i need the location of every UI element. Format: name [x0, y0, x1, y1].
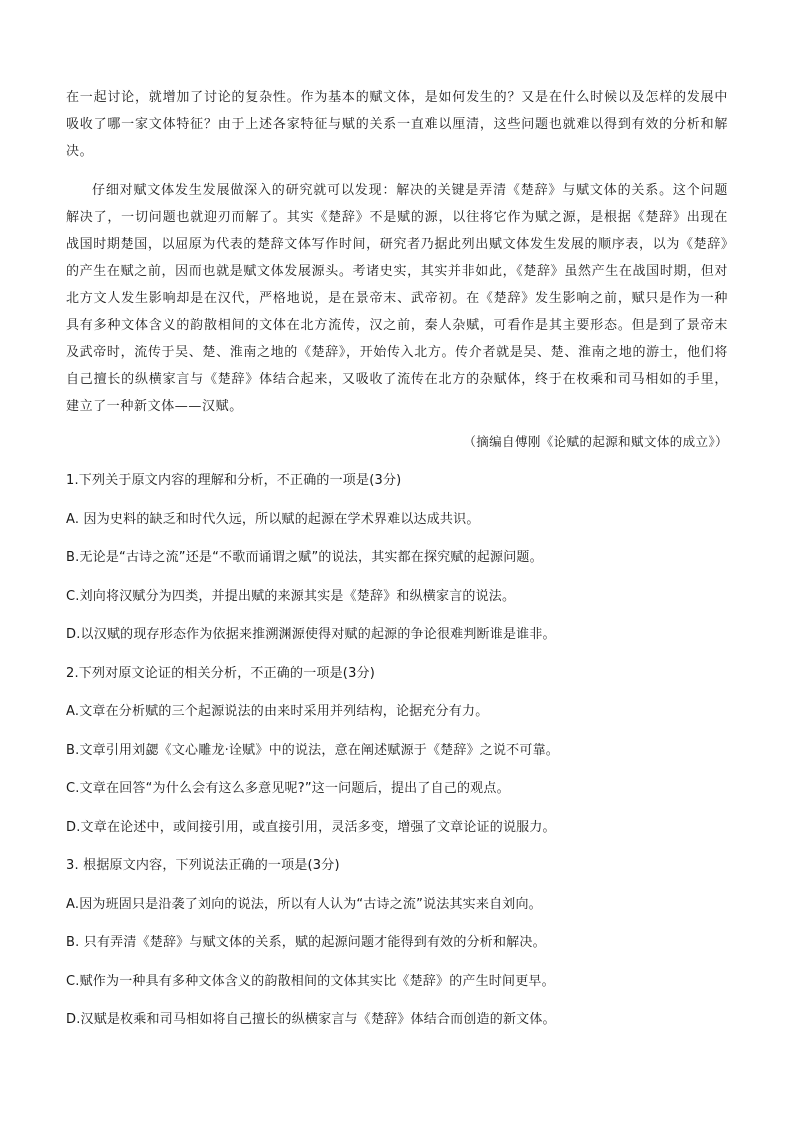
question-list	[66, 462, 728, 1040]
option-d: D.以汉赋的现存形态作为依据来推溯渊源使得对赋的起源的争论很难判断谁是谁非。	[66, 627, 556, 642]
option-a: A. 因为史料的缺乏和时代久远，所以赋的起源在学术界难以达成共识。	[66, 511, 480, 527]
passage-source: （摘编自傅刚《论赋的起源和赋文体的成立》）	[463, 434, 728, 449]
question-2	[66, 655, 728, 848]
exam-page	[66, 84, 728, 1040]
question-1	[66, 462, 728, 655]
option-c: C.赋作为一种具有多种文体含义的韵散相间的文体其实比《楚辞》的产生时间更早。	[66, 973, 555, 989]
option-b: B.无论是“古诗之流”还是“不歌而诵谓之赋”的说法，其实都在探究赋的起源问题。	[66, 550, 543, 565]
option-a: A.文章在分析赋的三个起源说法的由来时采用并列结构，论据充分有力。	[66, 704, 489, 719]
option-a: A.因为班固只是沿袭了刘向的说法，所以有人认为“古诗之流”说法其实来自刘向。	[66, 896, 542, 912]
passage-paragraph-1: 在一起讨论，就增加了讨论的复杂性。作为基本的赋文体，是如何发生的？又是在什么时候以及怎样的发展中吸收了哪一家文体特征？由于上述各家特征与赋的关系一直难以厘清，这些问题也就难以得到有效的分析和解决。	[66, 90, 728, 159]
question-3	[66, 847, 728, 1040]
option-d: D.汉赋是枚乘和司马相如将自己擅长的纵横家言与《楚辞》体结合而创造的新文体。	[66, 1012, 556, 1027]
option-c: C.刘向将汉赋分为四类，并提出赋的来源其实是《楚辞》和纵横家言的说法。	[66, 588, 516, 604]
question-stem: 3. 根据原文内容，下列说法正确的一项是(3分)	[66, 858, 340, 873]
option-b: B.文章引用刘勰《文心雕龙·诠赋》中的说法，意在阐述赋源于《楚辞》之说不可靠。	[66, 742, 559, 758]
option-b: B. 只有弄清《楚辞》与赋文体的关系，赋的起源问题才能得到有效的分析和解决。	[66, 935, 546, 950]
question-stem: 1.下列关于原文内容的理解和分析，不正确的一项是(3分)	[66, 473, 402, 488]
question-stem: 2.下列对原文论证的相关分析，不正确的一项是(3分)	[66, 665, 376, 681]
option-d: D.文章在论述中，或间接引用，或直接引用，灵活多变，增强了文章论证的说服力。	[66, 819, 556, 835]
option-c: C.文章在回答“为什么会有这么多意见呢?”这一问题后，提出了自己的观点。	[66, 781, 510, 796]
passage-paragraph-2: 仔细对赋文体发生发展做深入的研究就可以发现：解决的关键是弄清《楚辞》与赋文体的关系。这个问题解决了，一切问题也就迎刃而解了。其实《楚辞》不是赋的源，以往将它作为赋之源，是根据《楚辞》出现在战国时期楚国，以屈原为代表的楚辞文体写作时间，研究者乃据此列出赋文体发生发展的顺序表，以为《楚辞》的产生在赋之前，因而也就是赋文体发展源头。考诸史实，其实并非如此，《楚辞》虽然产生在战国时期，但对北方文人发生影响却是在汉代，严格地说，是在景帝末、武帝初。在《楚辞》发生影响之前，赋只是作为一种具有多种文体含义的韵散相间的文体在北方流传，汉之前，秦人杂赋，可看作是其主要形态。但是到了景帝末及武帝时，流传于吴、楚、淮南之地的《楚辞》，开始传入北方。传介者就是吴、楚、淮南之地的游士，他们将自己擅长的纵横家言与《楚辞》体结合起来，又吸收了流传在北方的杂赋体，终于在枚乘和司马相如的手里，建立了一种新文体——汉赋。	[66, 183, 728, 414]
